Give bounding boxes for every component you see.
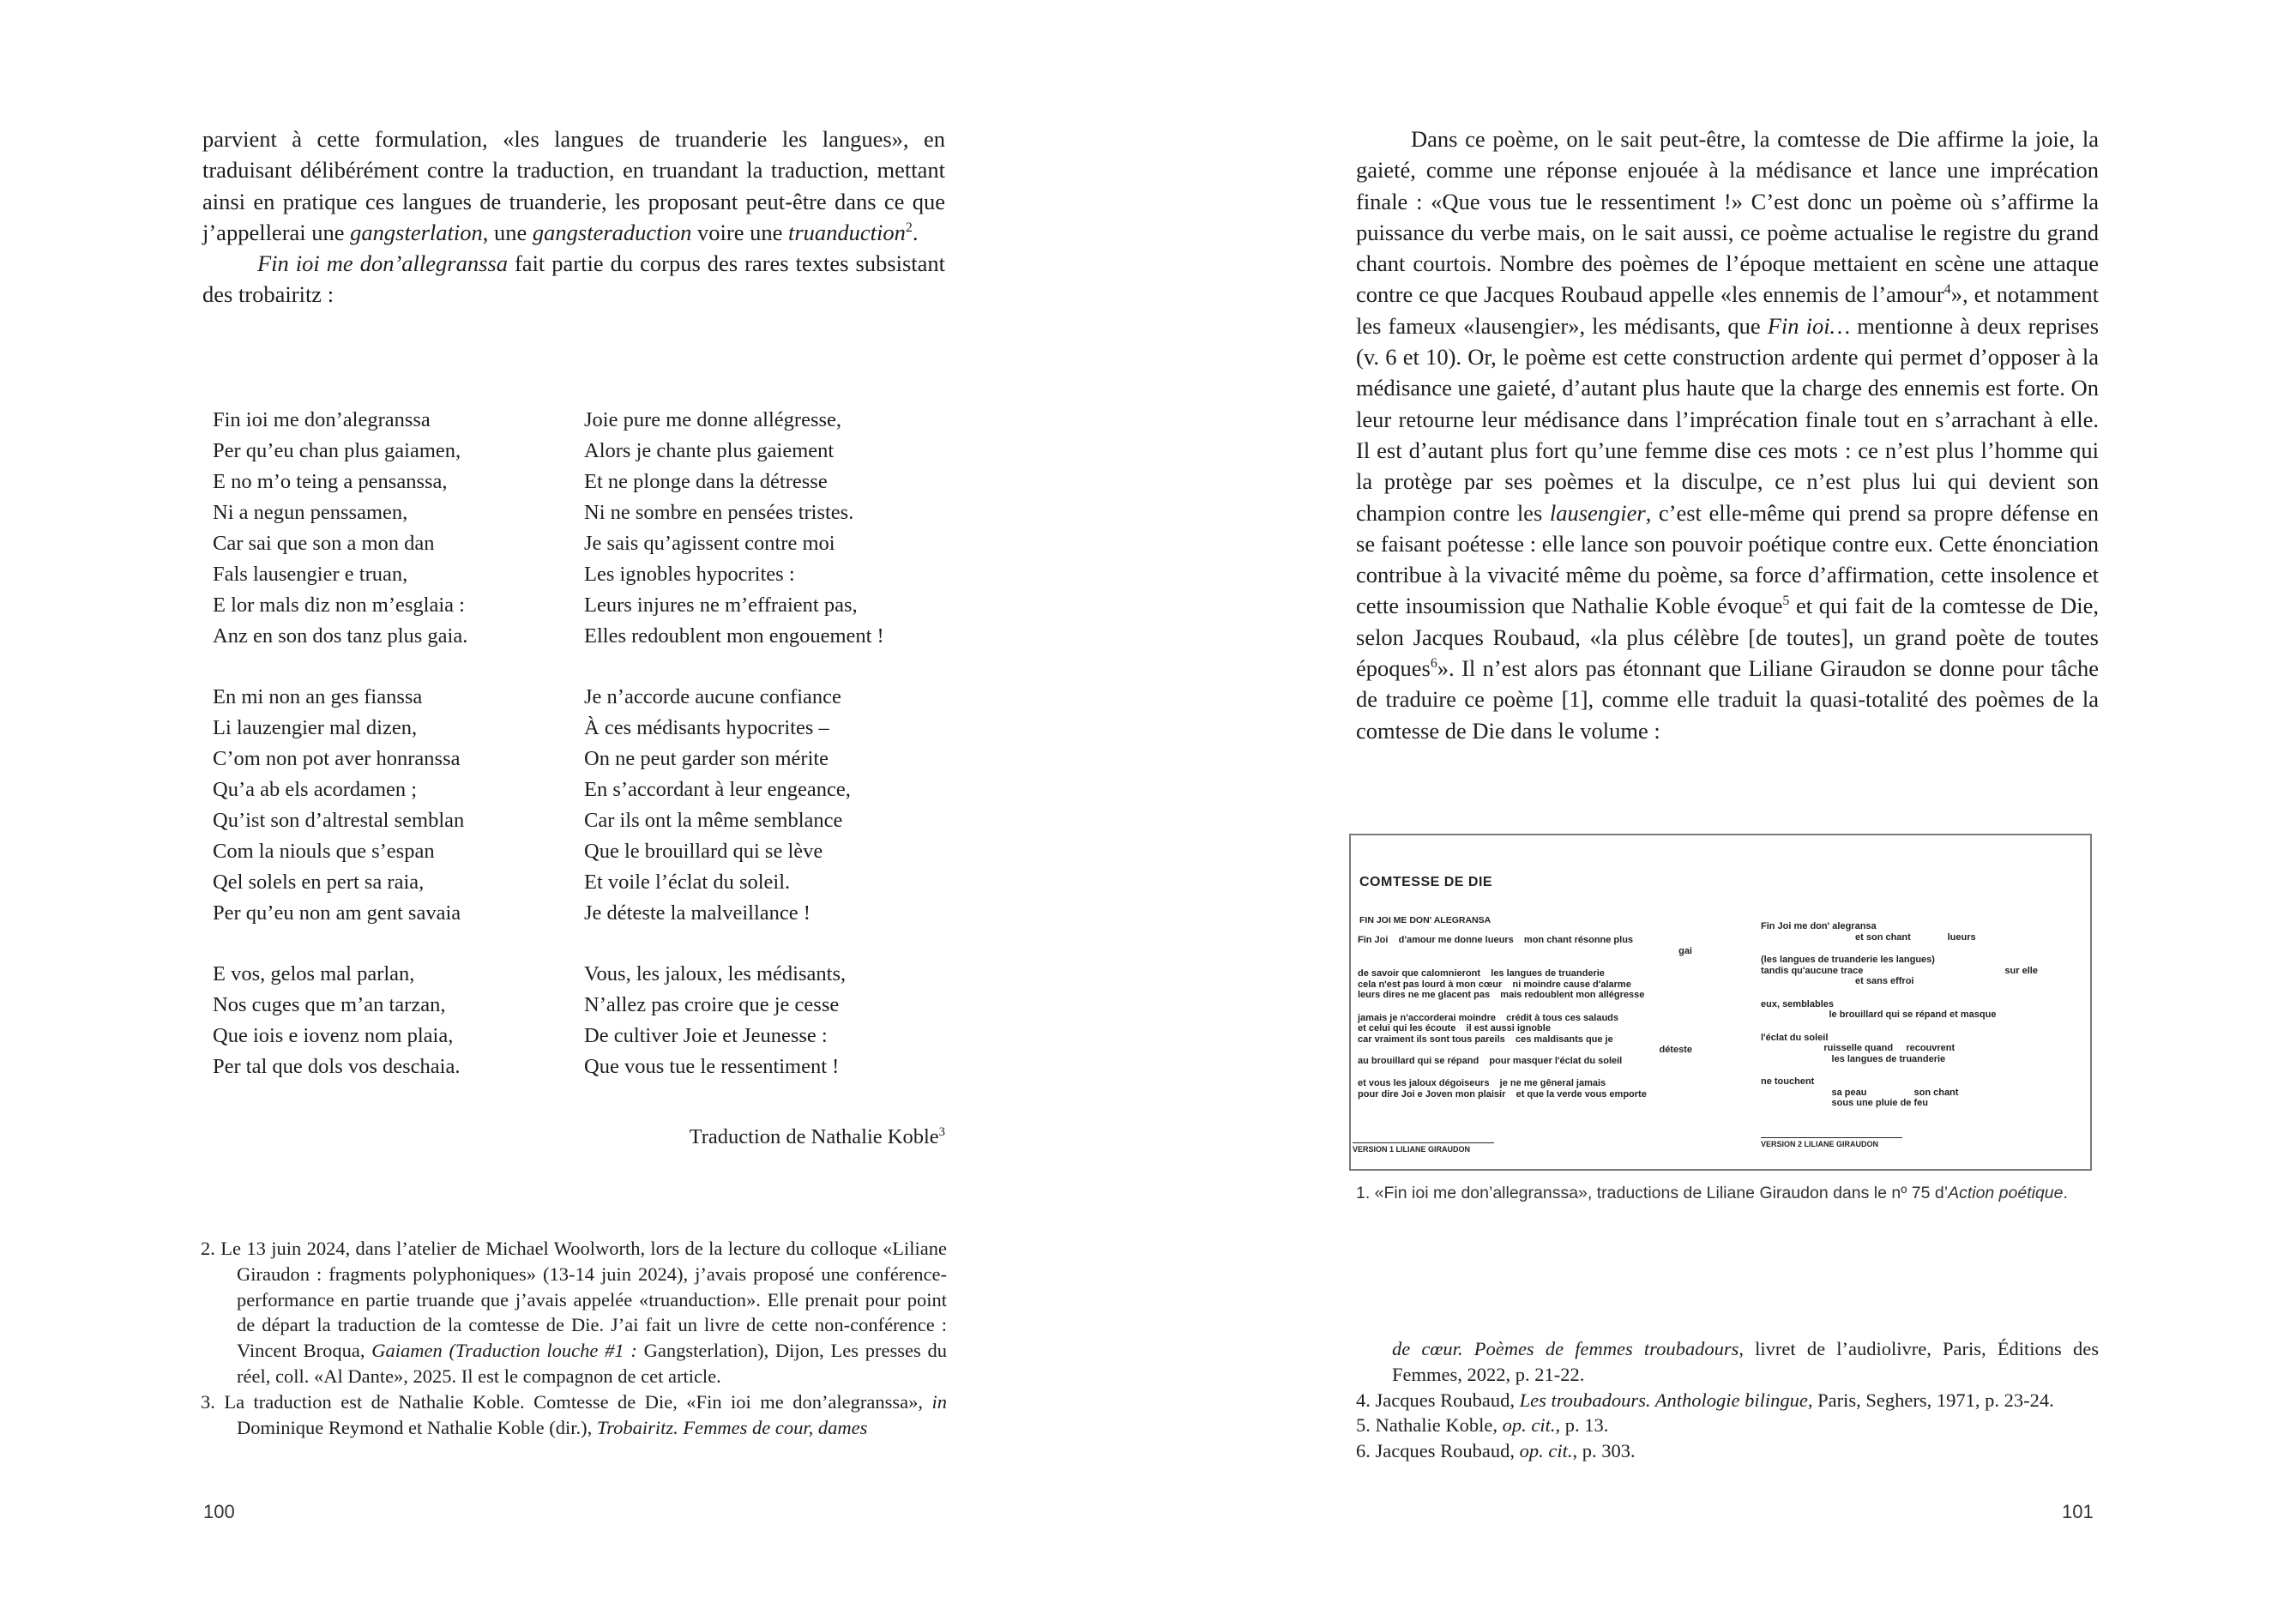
stanza-original-occitan [213, 682, 584, 929]
verse-line: En mi non an ges fianssa [213, 685, 423, 708]
verse-line: Qel solels en pert sa raia, [213, 871, 425, 894]
figure-v1-line: cela n'est pas lourd à mon cœur ni moindre cause d'alarme [1358, 979, 1631, 990]
stanza-translation-french [584, 959, 944, 1082]
poem-stanza [213, 405, 950, 652]
paragraph-2: Fin ioi me don’allegranssa fait partie du corpus des rares textes subsistant des trobairitz : [202, 250, 945, 308]
figure-v1-line: et vous les jaloux dégoiseurs je ne me gêneral jamais [1358, 1078, 1606, 1088]
figure-v1-line: pour dire Joi e Joven mon plaisir et que la verde vous emporte [1358, 1088, 1647, 1100]
figure-v2-line: l'éclat du soleil [1761, 1032, 1829, 1043]
verse-line: Li lauzengier mal dizen, [213, 716, 418, 739]
figure-v1-line: de savoir que calomnieront les langues de truanderie [1358, 968, 1605, 979]
verse-line: Et ne plonge dans la détresse [584, 470, 828, 493]
verse-line: Que le brouillard qui se lève [584, 840, 823, 863]
footnote-ref-4[interactable]: 4 [1943, 282, 1951, 298]
paragraph-main: Dans ce poème, on le sait peut-être, la comtesse de Die affirme la joie, la gaieté, comme une réponse enjouée à la médisance et lance une imprécation finale : «Que vous tue le ressentiment !» C’est donc un poème où s’affirme la puissance du verbe mais, on le sait aussi, ce poème actualise le registre du grand chant courtois. Nombre des poèmes de l’époque mettaient en scène une attaque contre ce que Jacques Roubaud appelle «les ennemis de l’amour$^4$», et notamment les fameux «lausengier», les médisants, que Fin ioi… mentionne à deux reprises (v. 6 et 10). Or, le poème est cette construction ardente qui permet d’opposer à la médisance une gaieté, d’autant plus haute que la charge des ennemis est forte. On leur retourne leur médisance dans l’imprécation finale tout en s’arrachant à elle. Il est d’autant plus fort qu’une femme dise ces mots : ce n’est plus l’homme qui la protège par ses poèmes et la disculpe, ce n’est plus lui qui devient son champion contre les lausengier, c’est elle-même qui prend sa propre défense en se faisant poétesse : elle lance son pouvoir poétique contre eux. Cette énonciation contribue à la vivacité même du poème, sa force d’affirmation, cette insolence et cette insoumission que Nathalie Koble évoque$^5$ et qui fait de la comtesse de Die, selon Jacques Roubaud, «la plus célèbre [de toutes], un grand poète de toutes époques$^6$». Il n’est alors pas étonnant que Liliane Giraudon se donne pour tâche de traduire ce poème [1], comme elle traduit la quasi-totalité des poèmes de la comtesse de Die dans le volume : [1356, 126, 2100, 744]
figure-v2-line: sous une pluie de feu [1761, 1098, 1928, 1108]
verse-line: E no m’o teing a pensanssa, [213, 470, 448, 493]
figure-v2-line: Fin Joi me don' alegransa [1761, 921, 1877, 931]
verse-line: Car sai que son a mon dan [213, 532, 435, 555]
verse-line: Anz en son dos tanz plus gaia. [213, 624, 468, 648]
verse-line: On ne peut garder son mérite [584, 747, 829, 770]
figure-v2-line: et son chant lueurs [1761, 931, 1976, 943]
footnote-ref-5[interactable]: 5 [1782, 594, 1790, 609]
verse-line: Per tal que dols vos deschaia. [213, 1055, 461, 1078]
figure-v1-line: leurs dires ne me glacent pas mais redoublent mon allégresse [1358, 990, 1645, 1000]
figure-caption-version-1: VERSION 1 LILIANE GIRAUDON [1353, 1142, 1494, 1154]
stanza-translation-french [584, 682, 944, 929]
figure-v1-line: jamais je n'accorderai moindre crédit à tous ces salauds [1358, 1012, 1619, 1023]
verse-line: Alors je chante plus gaiement [584, 439, 835, 462]
footnote-4: 4. Jacques Roubaud, Les troubadours. Anthologie bilingue, Paris, Seghers, 1971, p. 23-24. [1356, 1389, 2054, 1411]
figure-caption-version-2: VERSION 2 LILIANE GIRAUDON [1761, 1137, 1902, 1148]
page-number-right: 101 [2062, 1501, 2094, 1522]
figure-v1-line: Fin Joi d'amour me donne lueurs mon chant résonne plus [1358, 935, 1634, 945]
verse-line: En s’accordant à leur engeance, [584, 778, 851, 801]
figure-v2-line: eux, semblables [1761, 998, 1834, 1009]
translation-attribution: Traduction de Nathalie Koble$^3$ [689, 1124, 945, 1148]
figure-version-2 [1761, 921, 2078, 1109]
footnote-ref-3[interactable]: 3 [938, 1124, 945, 1139]
verse-line: Les ignobles hypocrites : [584, 563, 795, 586]
verse-line: De cultiver Joie et Jeunesse : [584, 1024, 828, 1047]
verse-line: Fals lausengier e truan, [213, 563, 408, 586]
footnote-6: 6. Jacques Roubaud, op. cit., p. 303. [1356, 1440, 1636, 1462]
figure-v2-line: (les langues de truanderie les langues) [1761, 955, 1935, 965]
verse-line: Joie pure me donne allégresse, [584, 408, 842, 431]
figure-v1-group [1358, 968, 1692, 1001]
verse-line: Elles redoublent mon engouement ! [584, 624, 884, 648]
verse-line: Qu’ist son d’altrestal semblan [213, 809, 465, 832]
figure-v2-line: et sans effroi [1761, 976, 1914, 986]
footnote-2: 2. Le 13 juin 2024, dans l’atelier de Michael Woolworth, lors de la lecture du colloque «Liliane Giraudon : fragments polyphoniques» (13-14 juin 2024), j’avais proposé une conférence-performance en partie truande que j’avais appelée «truanduction». Elle prenait pour point de départ la traduction de la comtesse de Die. J’ai fait un livre de cette non-conférence : Vincent Broqua, Gaiamen (Traduction louche #1 : Gangsterlation), Dijon, Les presses du réel, coll. «Al Dante», 2025. Il est le compagnon de cet article. [201, 1238, 947, 1387]
verse-line: Ni a negun penssamen, [213, 501, 408, 524]
verse-line: Vous, les jaloux, les médisants, [584, 962, 847, 985]
verse-line: Fin ioi me don’alegranssa [213, 408, 431, 431]
verse-line: À ces médisants hypocrites – [584, 716, 829, 739]
footnote-ref-2[interactable]: 2 [905, 220, 913, 236]
verse-line: E lor mals diz non m’esglaia : [213, 594, 465, 617]
verse-line: Car ils ont la même semblance [584, 809, 843, 832]
verse-line: Je déteste la malveillance ! [584, 901, 811, 925]
stanza-translation-french [584, 405, 944, 652]
figure-v1-line: car vraiment ils sont tous pareils ces maldisants que je [1358, 1033, 1613, 1045]
verse-line: Com la niouls que s’espan [213, 840, 435, 863]
left-footnotes [201, 1236, 947, 1440]
verse-line: Ni ne sombre en pensées tristes. [584, 501, 854, 524]
footnote-5: 5. Nathalie Koble, op. cit., p. 13. [1356, 1414, 1609, 1437]
figure-subtitle: FIN JOI ME DON' ALEGRANSA [1359, 915, 1491, 925]
figure-v1-line: gai [1678, 945, 1692, 956]
footnote-ref-6[interactable]: 6 [1430, 656, 1437, 672]
verse-line: Nos cuges que m’an tarzan, [213, 993, 446, 1016]
verse-line: C’om non pot aver honranssa [213, 747, 461, 770]
verse-line: Qu’a ab els acordamen ; [213, 778, 418, 801]
stanza-original-occitan [213, 405, 584, 652]
figure-v2-line: le brouillard qui se répand et masque [1761, 1009, 1997, 1020]
poem-stanza [213, 682, 950, 929]
verse-line: Per qu’eu non am gent savaia [213, 901, 461, 925]
figure-scan-giraudon-translations [1349, 834, 2092, 1171]
verse-line: Per qu’eu chan plus gaiamen, [213, 439, 461, 462]
figure-v2-line: ne touchent [1761, 1076, 1815, 1087]
footnote-3-continued: de cœur. Poèmes de femmes troubadours, livret de l’audiolivre, Paris, Éditions des Femmes, 2022, p. 21-22. [1392, 1338, 2099, 1385]
figure-version-1 [1358, 935, 1692, 1112]
figure-v1-group [1358, 1013, 1692, 1067]
poem-stanza [213, 959, 950, 1082]
verse-line: Leurs injures ne m’effraient pas, [584, 594, 858, 617]
verse-line: Et voile l’éclat du soleil. [584, 871, 791, 894]
poem-bilingual [213, 405, 950, 1112]
verse-line: Que vous tue le ressentiment ! [584, 1055, 840, 1078]
right-footnotes [1356, 1336, 2099, 1464]
right-body-text [1356, 124, 2099, 746]
verse-line: E vos, gelos mal parlan, [213, 962, 415, 985]
figure-v1-group [1358, 935, 1692, 956]
figure-v2-line: ruisselle quand recouvrent [1761, 1043, 1956, 1053]
footnote-3: 3. La traduction est de Nathalie Koble. Comtesse de Die, «Fin ioi me don’alegranssa», in Dominique Reymond et Nathalie Koble (dir.), Trobairitz. Femmes de cour, dames [201, 1390, 947, 1438]
left-body-text [202, 124, 945, 310]
verse-line: Je n’accorde aucune confiance [584, 685, 841, 708]
figure-v1-line: et celui qui les écoute il est aussi ignoble [1358, 1023, 1551, 1033]
verse-line: Je sais qu’agissent contre moi [584, 532, 835, 555]
figure-v2-line: sa peau son chant [1761, 1087, 1959, 1098]
stanza-original-occitan [213, 959, 584, 1082]
figure-v1-line: déteste [1659, 1045, 1692, 1055]
figure-v1-line: au brouillard qui se répand pour masquer l'éclat du soleil [1358, 1055, 1623, 1066]
paragraph-1: parvient à cette formulation, «les langues de truanderie les langues», en traduisant délibérément contre la traduction, en truandant la traduction, mettant ainsi en pratique ces langues de truanderie, les proposant peut-être dans ce que j’appellerai une gangsterlation, une gangsteraduction voire une truanduction$^2$. [202, 126, 945, 245]
verse-line: N’allez pas croire que je cesse [584, 993, 840, 1016]
figure-v1-group [1358, 1078, 1692, 1100]
figure-v2-line: les langues de truanderie [1761, 1053, 1946, 1064]
figure-v2-line: tandis qu'aucune trace sur elle [1761, 965, 2038, 976]
verse-line: Que iois e iovenz nom plaia, [213, 1024, 454, 1047]
page-number-left: 100 [203, 1501, 235, 1522]
figure-title: COMTESSE DE DIE [1359, 875, 1493, 889]
figure-legend: 1. «Fin ioi me don’allegranssa», traductions de Liliane Giraudon dans le nº 75 d’Action poétique. [1356, 1184, 2068, 1202]
